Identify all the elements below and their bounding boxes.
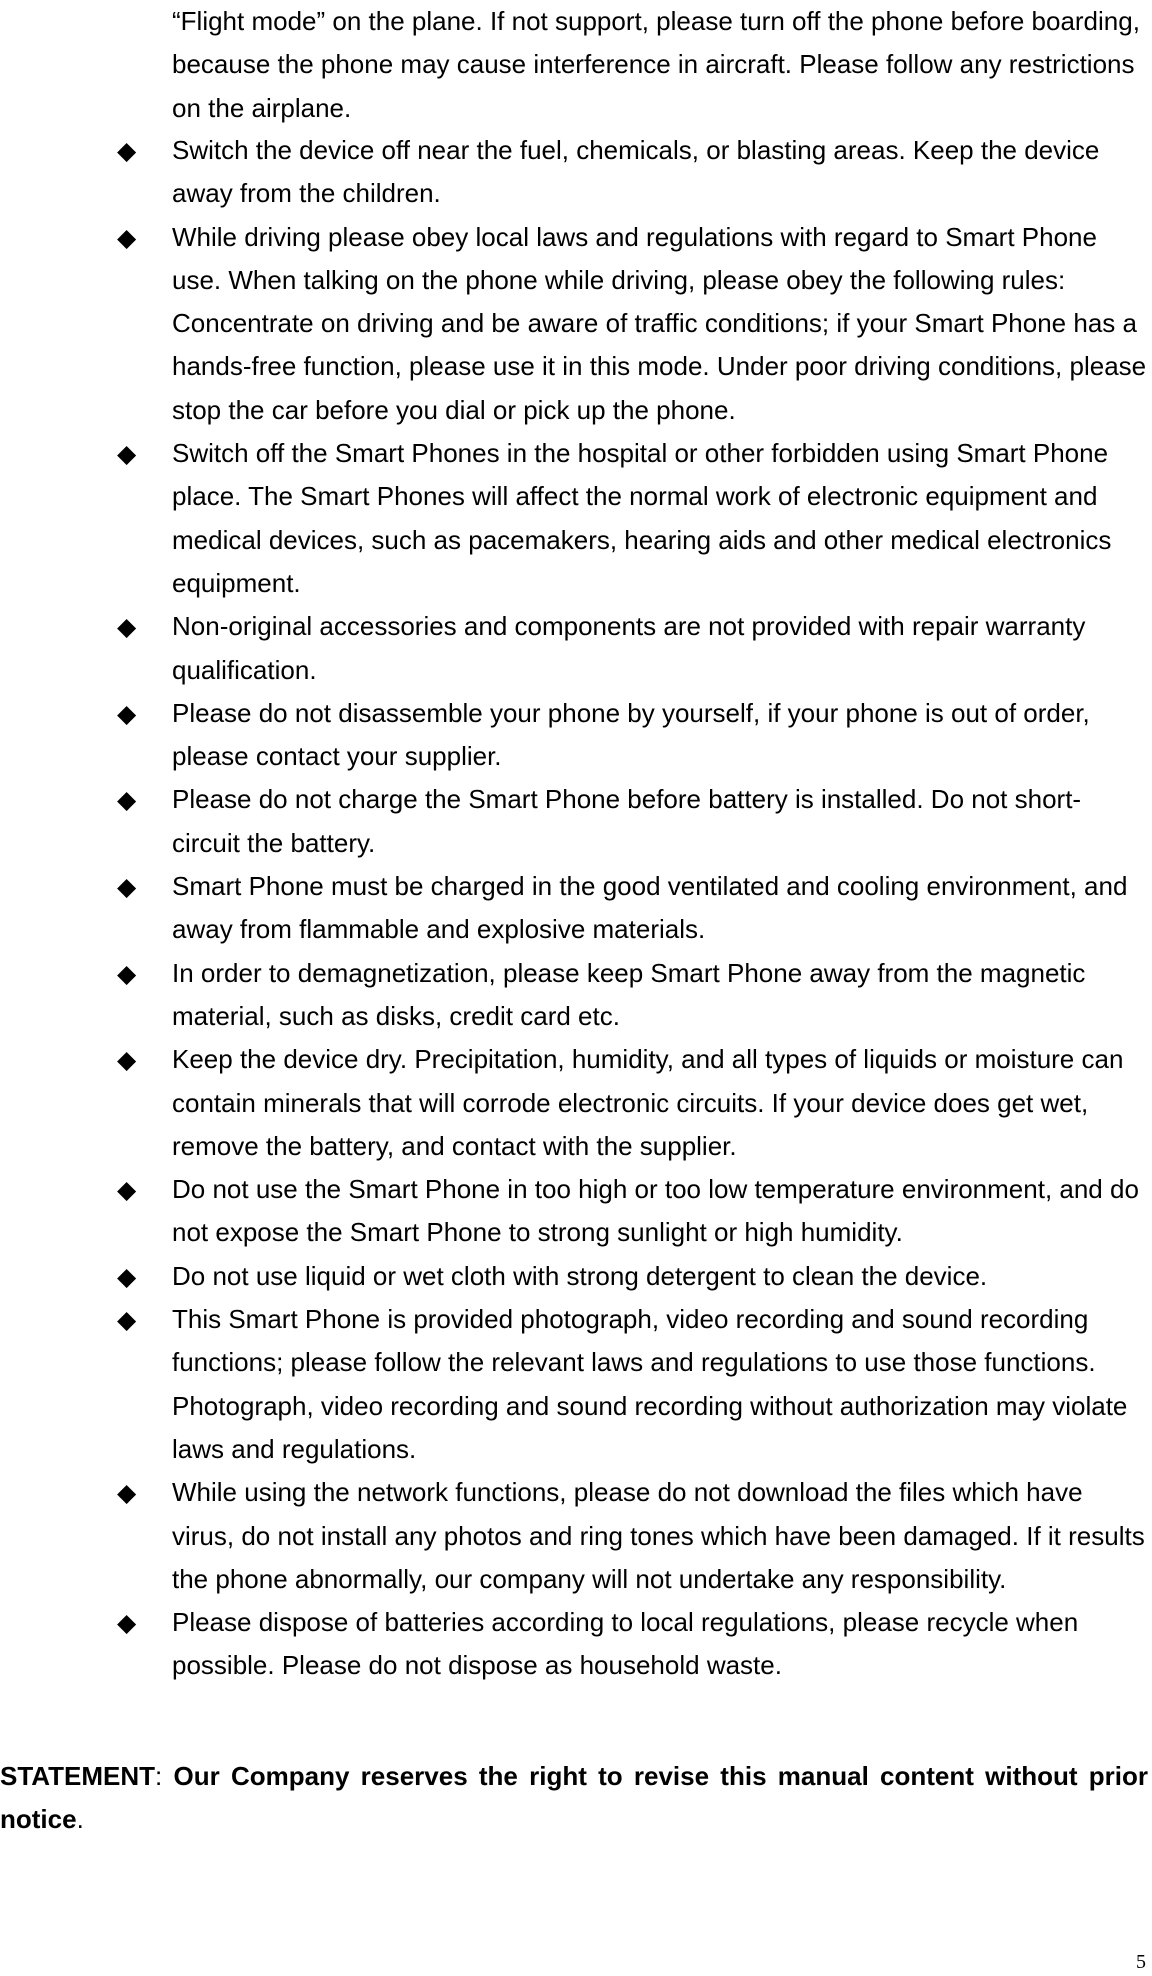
diamond-bullet-icon: ◆	[117, 785, 137, 815]
diamond-bullet-icon: ◆	[117, 1305, 137, 1335]
bullet-text: Keep the device dry. Precipitation, humidity, and all types of liquids or moisture can contain minerals that will corrode electronic circuits. If your device does get wet, remove the battery, and contact with the supplier.	[172, 1044, 1124, 1161]
bullet-text: This Smart Phone is provided photograph, video recording and sound recording functions; please follow the relevant laws and regulations to use those functions. Photograph, video recording and sound recording without authorization may violate laws and regulations.	[172, 1304, 1128, 1464]
bullet-item	[0, 865, 1152, 952]
bullet-item	[0, 605, 1152, 692]
bullet-item	[0, 216, 1152, 432]
diamond-bullet-icon: ◆	[117, 1478, 137, 1508]
diamond-bullet-icon: ◆	[117, 612, 137, 642]
statement-label: STATEMENT	[0, 1761, 156, 1791]
bullet-text: Do not use the Smart Phone in too high or too low temperature environment, and do not expose the Smart Phone to strong sunlight or high humidity.	[172, 1174, 1139, 1248]
diamond-bullet-icon: ◆	[117, 136, 137, 165]
bullet-item	[0, 952, 1152, 1039]
bullet-item	[0, 1255, 1152, 1298]
diamond-bullet-icon: ◆	[117, 222, 137, 252]
bullet-text: Smart Phone must be charged in the good ventilated and cooling environment, and away from flammable and explosive materials.	[172, 871, 1128, 945]
diamond-bullet-icon: ◆	[117, 872, 137, 902]
statement-end: .	[76, 1804, 84, 1835]
statement-paragraph	[0, 1755, 1148, 1842]
continued-paragraph: “Flight mode” on the plane. If not support, please turn off the phone before boarding, because the phone may cause interference in aircraft. Please follow any restrictions on the airplane.	[172, 6, 1140, 123]
diamond-bullet-icon: ◆	[117, 958, 137, 988]
bullet-text: Switch off the Smart Phones in the hospital or other forbidden using Smart Phone place. The Smart Phones will affect the normal work of electronic equipment and medical devices, such as pacemakers, hearing aids and other medical electronics equipment.	[172, 438, 1112, 598]
diamond-bullet-icon: ◆	[117, 1261, 137, 1291]
diamond-bullet-icon: ◆	[117, 1608, 137, 1638]
bullet-text: Please do not charge the Smart Phone before battery is installed. Do not short-circuit the battery.	[172, 784, 1082, 858]
bullet-item	[0, 129, 1152, 216]
bullet-item	[0, 1168, 1152, 1255]
bullet-text: Non-original accessories and components are not provided with repair warranty qualification.	[172, 611, 1086, 685]
bullet-item	[0, 1298, 1152, 1471]
bullet-text: While using the network functions, please do not download the files which have virus, do not install any photos and ring tones which have been damaged. If it results the phone abnormally, our company will not undertake any responsibility.	[172, 1477, 1145, 1594]
bullet-item	[0, 1038, 1152, 1168]
bullet-item	[0, 432, 1152, 605]
page-number: 5	[1136, 1951, 1146, 1973]
statement-colon: :	[155, 1761, 174, 1791]
bullet-text: Please dispose of batteries according to local regulations, please recycle when possible. Please do not dispose as household waste.	[172, 1607, 1079, 1681]
statement-text: Our Company reserves the right to revise this manual content without prior notice	[0, 1761, 1149, 1835]
bullet-text: While driving please obey local laws and regulations with regard to Smart Phone use. When talking on the phone while driving, please obey the following rules: Concentrate on driving and be aware of traffic conditions; if your Smart Phone has a hands-free function, please use it in this mode. Under poor driving conditions, please stop the car before you dial or pick up the phone.	[172, 221, 1147, 425]
bullet-text: Please do not disassemble your phone by yourself, if your phone is out of order, please contact your supplier.	[172, 697, 1090, 772]
diamond-bullet-icon: ◆	[117, 698, 137, 728]
bullet-text: In order to demagnetization, please keep Smart Phone away from the magnetic material, such as disks, credit card etc.	[172, 957, 1086, 1031]
safety-bullet-list	[0, 129, 1152, 1688]
diamond-bullet-icon: ◆	[117, 1175, 137, 1205]
diamond-bullet-icon: ◆	[117, 439, 137, 469]
bullet-item	[0, 778, 1152, 865]
bullet-item	[0, 1471, 1152, 1601]
bullet-text: Do not use liquid or wet cloth with strong detergent to clean the device.	[172, 1260, 988, 1291]
diamond-bullet-icon: ◆	[117, 1045, 137, 1075]
bullet-item	[0, 1601, 1152, 1688]
bullet-item	[0, 692, 1152, 779]
bullet-text: Switch the device off near the fuel, chemicals, or blasting areas. Keep the device away from the children.	[172, 135, 1100, 209]
